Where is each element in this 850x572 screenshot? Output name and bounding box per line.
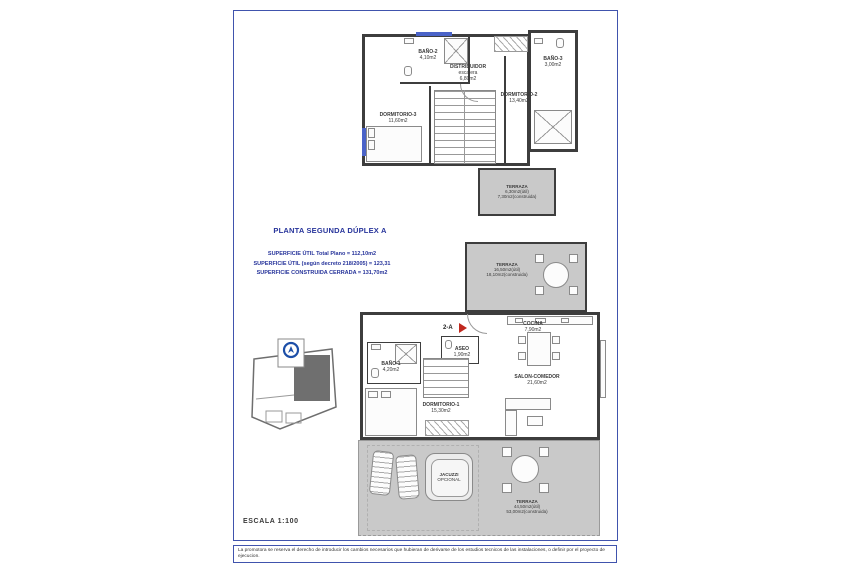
sofa bbox=[505, 410, 517, 436]
south-terrace bbox=[358, 440, 600, 536]
window bbox=[416, 32, 452, 36]
dorm3-partition bbox=[429, 86, 431, 164]
room-label-jacuzzi: JACUZZI OPCIONAL bbox=[437, 471, 461, 482]
stair-rail bbox=[464, 90, 465, 164]
room-label-terraza-sur: TERRAZA 44,50m2(útil) 53,00m2(construida) bbox=[506, 499, 548, 515]
chair bbox=[535, 254, 544, 263]
room-label-dormitorio1: DORMITORIO-1 15,30m2 bbox=[422, 402, 460, 414]
superficie-line: SUPERFICIE ÚTIL Total Plano = 112,10m2 bbox=[267, 251, 377, 257]
toilet bbox=[371, 368, 379, 378]
side-balcony bbox=[600, 340, 606, 398]
room-label-terraza-norte: TERRAZA 16,50m2(útil) 18,10m2(construida) bbox=[486, 262, 528, 278]
toilet bbox=[556, 38, 564, 48]
room-label-dormitorio2: DORMITORIO-2 13,40m2 bbox=[500, 92, 538, 104]
chair bbox=[552, 336, 560, 344]
shower bbox=[534, 110, 572, 144]
room-label-terraza-upper: TERRAZA 6,30m2(útil) 7,30m2(construida) bbox=[497, 184, 537, 200]
sun-lounger bbox=[395, 454, 420, 500]
room-label-banyo2: BAÑO-2 4,10m2 bbox=[418, 49, 438, 61]
chair bbox=[539, 447, 549, 457]
shower bbox=[444, 38, 468, 64]
pillow bbox=[368, 128, 375, 138]
site-key-plan bbox=[248, 337, 340, 433]
window bbox=[362, 128, 366, 156]
chair bbox=[518, 336, 526, 344]
staircase bbox=[423, 358, 469, 398]
superficie-line: SUPERFICIE CONSTRUIDA CERRADA = 131,70m2 bbox=[256, 270, 388, 276]
room-label-distribuidor: DISTRIBUIDOR escalera 6,80m2 bbox=[449, 64, 487, 82]
chair bbox=[535, 286, 544, 295]
unit-entry-arrow-icon bbox=[459, 323, 467, 333]
pillow bbox=[381, 391, 391, 398]
wardrobe bbox=[425, 420, 469, 436]
sink bbox=[371, 344, 381, 350]
dining-table bbox=[527, 332, 551, 366]
room-label-dormitorio3: DORMITORIO-3 11,60m2 bbox=[379, 112, 417, 124]
chair bbox=[569, 286, 578, 295]
wardrobe bbox=[494, 36, 528, 52]
sink bbox=[404, 38, 414, 44]
sink bbox=[534, 38, 543, 44]
coffee-table bbox=[527, 416, 543, 426]
pillow bbox=[368, 391, 378, 398]
chair bbox=[569, 254, 578, 263]
toilet bbox=[445, 340, 452, 349]
chair bbox=[539, 483, 549, 493]
room-label-banyo1: BAÑO-1 4,20m2 bbox=[381, 361, 401, 373]
scale-label: ESCALA 1:100 bbox=[243, 518, 299, 525]
staircase bbox=[434, 90, 496, 164]
disclaimer-text: La promotora se reserva el derecho de introducir los cambios necesarios que hubieran de derivarse de los estudios tecnicos de las instalaciones, o definir por el proyecto de ejecucion. bbox=[238, 548, 605, 559]
round-table bbox=[511, 455, 539, 483]
pillow bbox=[368, 140, 375, 150]
plan-title: PLANTA SEGUNDA DÚPLEX A bbox=[273, 226, 387, 235]
lower-floor-plan bbox=[355, 240, 607, 540]
toilet bbox=[404, 66, 412, 76]
dorm2-partition bbox=[504, 56, 506, 164]
kitchen-sink bbox=[515, 318, 523, 323]
appliance bbox=[561, 318, 569, 323]
disclaimer-box bbox=[233, 545, 617, 563]
room-label-aseo: ASEO 1,90m2 bbox=[453, 346, 471, 358]
chair bbox=[518, 352, 526, 360]
room-label-banyo3: BAÑO-3 3,00m2 bbox=[543, 56, 563, 68]
upper-floor-plan bbox=[360, 28, 580, 220]
sofa bbox=[505, 398, 551, 410]
site-plan-drawing bbox=[248, 337, 340, 433]
chair bbox=[502, 483, 512, 493]
chair bbox=[552, 352, 560, 360]
unit-label: 2-A bbox=[443, 325, 453, 331]
round-table bbox=[543, 262, 569, 288]
superficie-line: SUPERFICIE ÚTIL (según decreto 218/2005) = 123,31 bbox=[253, 260, 391, 267]
chair bbox=[502, 447, 512, 457]
room-label-cocina: COCINA 7,90m2 bbox=[523, 321, 543, 333]
room-label-salon: SALON-COMEDOR 21,60m2 bbox=[514, 374, 560, 386]
